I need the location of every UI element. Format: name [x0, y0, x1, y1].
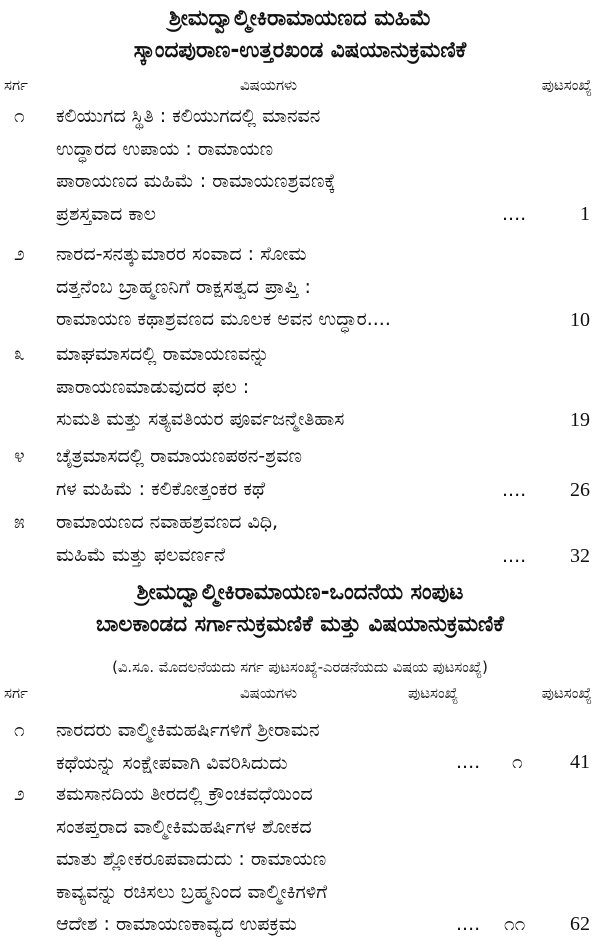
entry-line: ತಮಸಾನದಿಯ ತೀರದಲ್ಲಿ ಕ್ರೌಂಚವಧೆಯಿಂದ [56, 783, 313, 805]
entry-line: ಕಲಿಯುಗದ ಸ್ಥಿತಿ : ಕಲಿಯುಗದಲ್ಲಿ ಮಾನವನ [56, 105, 321, 127]
page-number: 10 [570, 309, 590, 331]
entry-number: ೧ [14, 105, 25, 127]
page-number: 41 [570, 751, 590, 773]
page-number: 62 [570, 913, 590, 935]
entry-number: ೪ [14, 445, 25, 467]
section2-note: (ವಿ.ಸೂ. ಮೊದಲನೆಯದು ಸರ್ಗ ಪುಟಸಂಖ್ಯೆ-ಎರಡನೆಯದು ವಿಷಯ ಪುಟಸಂಖ್ಯೆ) [112, 658, 488, 676]
entry-line: ದತ್ತನೆಂಬ ಬ್ರಾಹ್ಮಣನಿಗೆ ರಾಕ್ಷಸತ್ವದ ಪ್ರಾಪ್ತಿ : [56, 275, 311, 298]
entry-line: ಮಾಘಮಾಸದಲ್ಲಿ ರಾಮಾಯಣವನ್ನು [56, 343, 270, 365]
leader-dots: .... [502, 545, 527, 567]
entry-number: ೨ [14, 243, 25, 265]
header-puta-sarga: ಪುಟಸಂಖ್ಯೆ [408, 684, 459, 702]
section1-title-line2: ಸ್ಕಾಂದಪುರಾಣ-ಉತ್ತರಖಂಡ ವಿಷಯಾನುಕ್ರಮಣಿಕೆ [133, 38, 467, 63]
header-vishaya: ವಿಷಯಗಳು [240, 684, 297, 702]
entry-number: ೩ [14, 343, 25, 365]
entry-number: ೫ [14, 511, 25, 533]
entry-line: ಮಾತು ಶ್ಲೋಕರೂಪವಾದುದು : ರಾಮಾಯಣ [56, 848, 327, 870]
leader-dots: .... [456, 751, 481, 773]
leader-dots: .... [502, 479, 527, 501]
entry-text [56, 778, 327, 941]
entry-line: ಗಳ ಮಹಿಮೆ : ಕಲಿಕೋತ್ತಂಕರ ಕಥೆ [56, 477, 265, 500]
page-number: 26 [570, 479, 590, 501]
entry-text [56, 338, 344, 436]
page-number: 1 [580, 203, 590, 225]
section1-title-line1: ಶ್ರೀಮದ್ವಾಲ್ಮೀಕಿರಾಮಾಯಣದ ಮಹಿಮೆ [168, 6, 432, 31]
header-sarga: ಸರ್ಗ [4, 76, 28, 94]
entry-text [56, 100, 336, 230]
header-puta-vishaya: ಪುಟಸಂಖ್ಯೆ [541, 684, 592, 702]
entry-line: ಆದೇಶ : ರಾಮಾಯಣಕಾವ್ಯದ ಉಪಕ್ರಮ [56, 913, 297, 935]
section2-title-line2: ಬಾಲಕಾಂಡದ ಸರ್ಗಾನುಕ್ರಮಣಿಕೆ ಮತ್ತು ವಿಷಯಾನುಕ್ರಮಣಿಕೆ [96, 612, 504, 637]
sarga-page-number: ೧೧ [504, 913, 526, 935]
entry-text [56, 440, 302, 505]
entry-line: ಪಾರಾಯಣಮಾಡುವುದರ ಫಲ : [56, 375, 250, 398]
entry-line: ಸುಮತಿ ಮತ್ತು ಸತ್ಯವತಿಯರ ಪೂರ್ವಜನ್ಮೇತಿಹಾಸ [56, 408, 345, 430]
section2-title-line1: ಶ್ರೀಮದ್ವಾಲ್ಮೀಕಿರಾಮಾಯಣ-ಒಂದನೆಯ ಸಂಪುಟ [136, 580, 464, 605]
entry-line: ಸಂತಪ್ತರಾದ ವಾಲ್ಮೀಕಿಮಹರ್ಷಿಗಳ ಶೋಕದ [56, 815, 312, 838]
entry-line: ನಾರದರು ವಾಲ್ಮೀಕಿಮಹರ್ಷಿಗಳಿಗೆ ಶ್ರೀರಾಮನ [56, 719, 320, 741]
entry-text [56, 238, 391, 336]
entry-number: ೧ [14, 719, 25, 741]
entry-line: ಪ್ರಶಸ್ತವಾದ ಕಾಲ [56, 202, 156, 225]
entry-line: ಪಾರಾಯಣದ ಮಹಿಮೆ : ರಾಮಾಯಣಶ್ರವಣಕ್ಕೆ [56, 170, 336, 192]
entry-text [56, 506, 278, 571]
entry-line: ಉದ್ಧಾರದ ಉಪಾಯ : ರಾಮಾಯಣ [56, 137, 274, 160]
entry-number: ೨ [14, 783, 25, 805]
sarga-page-number: ೧ [512, 751, 523, 773]
leader-dots: .... [456, 913, 481, 935]
entry-line: ಚೈತ್ರಮಾಸದಲ್ಲಿ ರಾಮಾಯಣಪಠನ-ಶ್ರವಣ [56, 445, 303, 467]
page-number: 19 [570, 409, 590, 431]
entry-line: ನಾರದ-ಸನತ್ಕುಮಾರರ ಸಂವಾದ : ಸೋಮ [56, 243, 307, 265]
header-vishaya: ವಿಷಯಗಳು [240, 76, 297, 94]
entry-line: ರಾಮಾಯಣದ ನವಾಹಶ್ರವಣದ ವಿಧಿ, [56, 511, 279, 533]
page-number: 32 [570, 545, 590, 567]
entry-line: ಕಥೆಯನ್ನು ಸಂಕ್ಷೇಪವಾಗಿ ವಿವರಿಸಿದುದು [56, 751, 288, 774]
header-sarga: ಸರ್ಗ [4, 684, 28, 702]
entry-text [56, 714, 320, 779]
leader-dots: .... [502, 203, 527, 225]
entry-line: ರಾಮಾಯಣ ಕಥಾಶ್ರವಣದ ಮೂಲಕ ಅವನ ಉದ್ಧಾರ.... [56, 308, 391, 330]
entry-line: ಮಹಿಮೆ ಮತ್ತು ಫಲವರ್ಣನೆ [56, 543, 226, 566]
header-puta: ಪುಟಸಂಖ್ಯೆ [541, 76, 592, 94]
entry-line: ಕಾವ್ಯವನ್ನು ರಚಿಸಲು ಬ್ರಹ್ಮನಿಂದ ವಾಲ್ಮೀಕಿಗಳಿಗೆ [56, 880, 328, 903]
